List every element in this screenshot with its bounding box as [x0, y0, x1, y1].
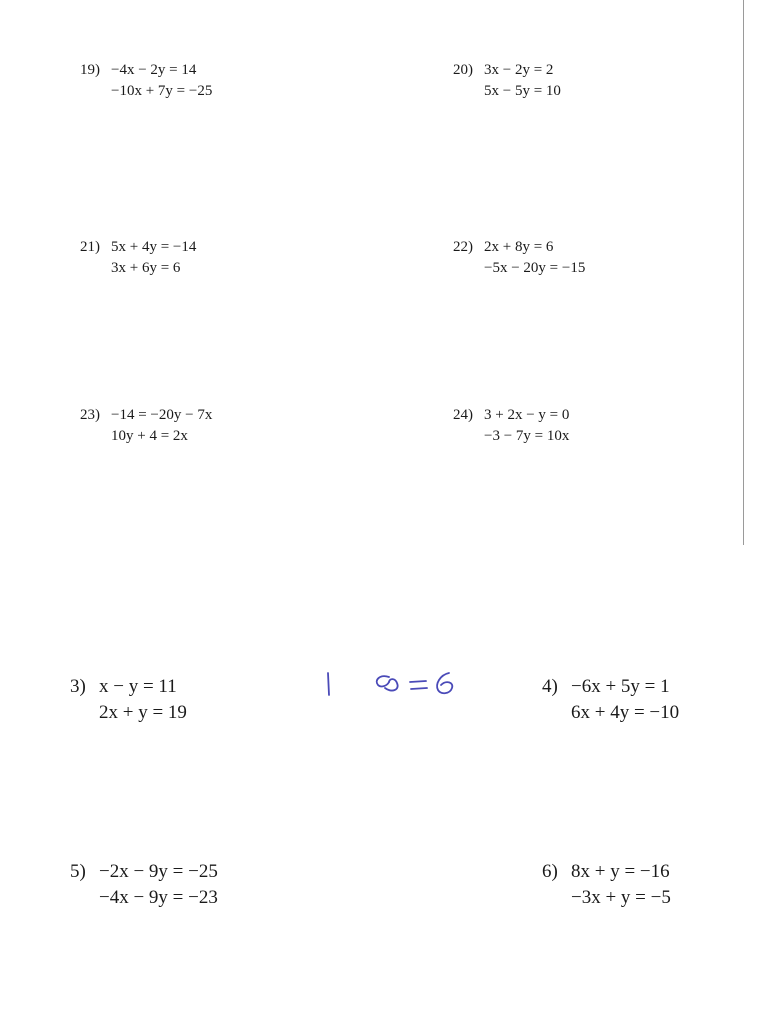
ink-stroke-six — [437, 673, 452, 693]
problem-20 — [453, 60, 561, 102]
equation-1: −14 = −20y − 7x — [111, 407, 213, 423]
problem-number: 24) — [453, 407, 473, 423]
equation-1: 3x − 2y = 2 — [484, 62, 554, 78]
problem-number: 21) — [80, 239, 100, 255]
problem-22 — [453, 237, 585, 279]
equation-2: −3x + y = −5 — [571, 887, 671, 908]
handwriting-strokes — [318, 664, 468, 704]
problem-number: 20) — [453, 62, 473, 78]
equation-2: 6x + 4y = −10 — [571, 702, 680, 723]
ink-stroke-x-left — [377, 676, 389, 686]
problem-21 — [80, 237, 196, 279]
page-edge-divider — [743, 0, 744, 545]
equation-1: −6x + 5y = 1 — [571, 676, 670, 697]
equation-1: −2x − 9y = −25 — [99, 861, 218, 882]
equation-2: 3x + 6y = 6 — [111, 260, 181, 276]
equation-1: 8x + y = −16 — [571, 861, 670, 882]
equation-2: −10x + 7y = −25 — [111, 83, 213, 99]
problem-23 — [80, 405, 212, 447]
problem-19 — [80, 60, 212, 102]
problem-number: 19) — [80, 62, 100, 78]
equation-2: 10y + 4 = 2x — [111, 428, 188, 444]
problem-3 — [70, 674, 187, 726]
problem-number: 3) — [70, 676, 86, 697]
ink-stroke-equals-bottom — [411, 688, 427, 689]
equation-1: −4x − 2y = 14 — [111, 62, 197, 78]
problem-number: 23) — [80, 407, 100, 423]
worksheet-bottom — [0, 560, 768, 1024]
equation-1: 5x + 4y = −14 — [111, 239, 197, 255]
equation-2: −4x − 9y = −23 — [99, 887, 218, 908]
equation-2: 5x − 5y = 10 — [484, 83, 561, 99]
equation-2: −3 − 7y = 10x — [484, 428, 570, 444]
problem-number: 4) — [542, 676, 558, 697]
equation-2: −5x − 20y = −15 — [484, 260, 586, 276]
problem-number: 5) — [70, 861, 86, 882]
equation-1: 2x + 8y = 6 — [484, 239, 554, 255]
equation-2: 2x + y = 19 — [99, 702, 187, 723]
ink-stroke-equals-top — [410, 681, 426, 682]
equation-1: 3 + 2x − y = 0 — [484, 407, 570, 423]
problem-4 — [542, 674, 679, 726]
problem-6 — [542, 859, 671, 911]
problem-24 — [453, 405, 569, 447]
problem-5 — [70, 859, 218, 911]
problem-number: 22) — [453, 239, 473, 255]
problem-number: 6) — [542, 861, 558, 882]
equation-1: x − y = 11 — [99, 676, 177, 697]
ink-stroke-bar — [328, 673, 329, 695]
handwritten-note — [318, 664, 468, 704]
